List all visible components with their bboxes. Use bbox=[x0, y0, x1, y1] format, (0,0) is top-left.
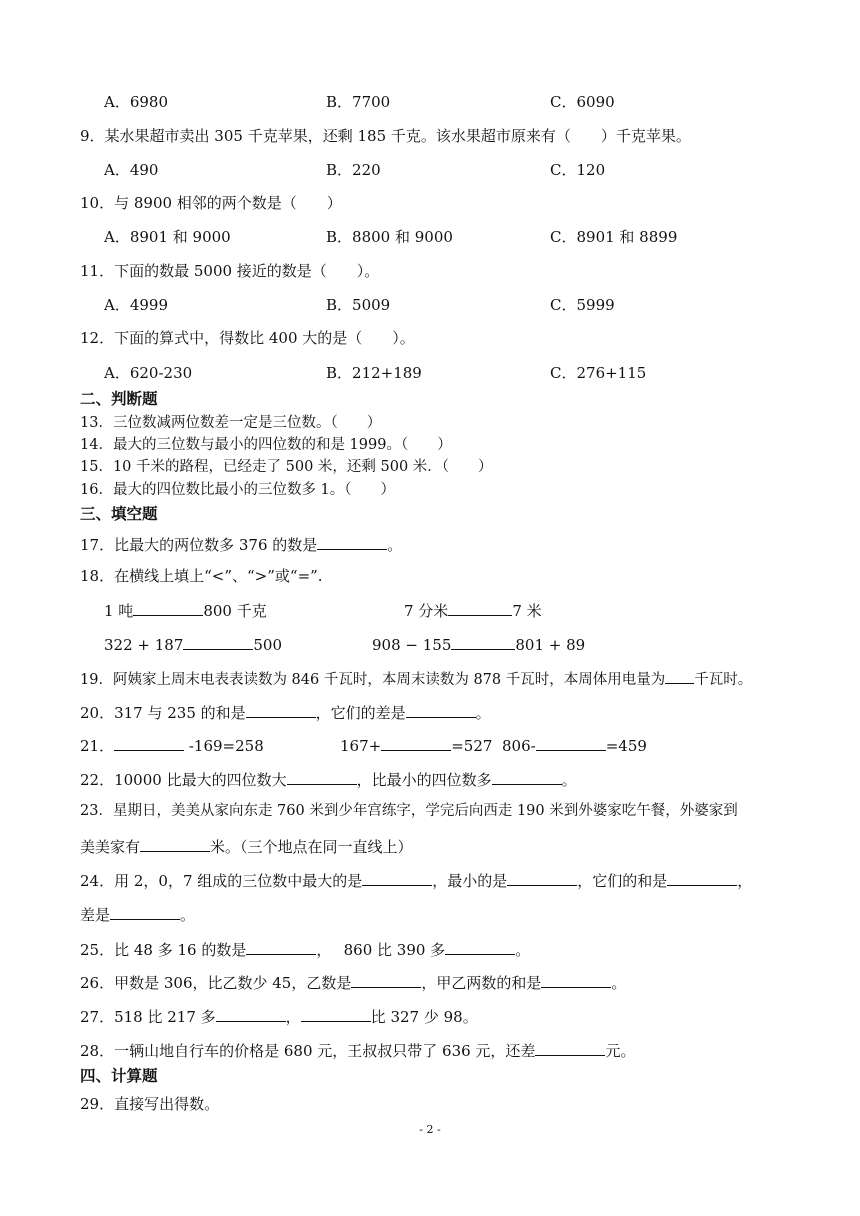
answer-blank[interactable] bbox=[535, 1042, 605, 1056]
q27-end: 比 327 少 98。 bbox=[370, 1008, 478, 1026]
answer-blank[interactable] bbox=[667, 872, 737, 886]
q21-line-c bbox=[502, 737, 647, 754]
answer-blank[interactable] bbox=[246, 941, 316, 955]
q9-option-a: A．490 bbox=[104, 161, 159, 179]
q13-text: 13．三位数减两位数差一定是三位数。（ ） bbox=[80, 415, 382, 431]
answer-blank[interactable] bbox=[381, 737, 451, 751]
q24-m3: ， bbox=[737, 872, 753, 890]
answer-blank[interactable] bbox=[287, 771, 357, 785]
q15-text: 15．10 千米的路程，已经走了 500 米，还剩 500 米．（ ） bbox=[80, 459, 493, 475]
q18-row1-left bbox=[104, 602, 267, 619]
section-heading-calculation: 四、计算题 bbox=[80, 1067, 158, 1085]
q8-option-b: B．7700 bbox=[326, 93, 391, 111]
q12-option-b: B．212+189 bbox=[326, 364, 422, 382]
page-number: - 2 - bbox=[419, 1123, 441, 1136]
q18-r1b-pre: 7 分米 bbox=[404, 602, 449, 620]
q27-line bbox=[80, 1008, 478, 1025]
q20-line bbox=[80, 704, 491, 721]
q26-mid: ，甲乙两数的和是 bbox=[421, 974, 542, 992]
answer-blank[interactable] bbox=[541, 974, 611, 988]
q12-stem: 12．下面的算式中，得数比 400 大的是（ ）。 bbox=[80, 329, 415, 347]
q21-eq3-pre: 806- bbox=[502, 737, 536, 755]
q18-r2a-pre: 322 + 187 bbox=[104, 636, 184, 654]
q22-mid: ，比最小的四位数多 bbox=[356, 771, 492, 789]
q14-text: 14．最大的三位数与最小的四位数的和是 1999。（ ） bbox=[80, 437, 452, 453]
q24-m2: ，它们的和是 bbox=[577, 872, 668, 890]
answer-blank[interactable] bbox=[492, 771, 562, 785]
q10-option-a: A．8901 和 9000 bbox=[104, 228, 231, 246]
q28-line bbox=[80, 1042, 635, 1059]
q18-r2b-pre: 908 − 155 bbox=[372, 636, 452, 654]
answer-blank[interactable] bbox=[317, 536, 387, 550]
q21-number: 21． bbox=[80, 737, 115, 755]
q26-text: 26．甲数是 306，比乙数少 45，乙数是 bbox=[80, 974, 352, 992]
answer-blank[interactable] bbox=[351, 974, 421, 988]
answer-blank[interactable] bbox=[445, 941, 515, 955]
q18-row1-right bbox=[404, 602, 542, 619]
answer-blank[interactable] bbox=[183, 636, 253, 650]
answer-blank[interactable] bbox=[448, 602, 512, 616]
q11-option-b: B．5009 bbox=[326, 296, 391, 314]
q22-line bbox=[80, 771, 577, 788]
q26-end: 。 bbox=[611, 974, 627, 992]
answer-blank[interactable] bbox=[362, 872, 432, 886]
q12-option-c: C．276+115 bbox=[550, 364, 647, 382]
q25-text: 25．比 48 多 16 的数是 bbox=[80, 941, 247, 959]
q20-mid: ，它们的差是 bbox=[315, 704, 406, 722]
answer-blank[interactable] bbox=[451, 636, 515, 650]
q21-eq2-pre: 167+ bbox=[340, 737, 382, 755]
q19-line bbox=[80, 670, 752, 688]
q17-text: 17．比最大的两位数多 376 的数是 bbox=[80, 536, 318, 554]
q18-r2a-post: 500 bbox=[253, 636, 283, 654]
section-heading-judgement: 二、判断题 bbox=[80, 390, 158, 408]
answer-blank[interactable] bbox=[114, 737, 184, 751]
q28-end: 元。 bbox=[605, 1042, 636, 1060]
q26-line bbox=[80, 974, 626, 991]
q18-r1a-pre: 1 吨 bbox=[104, 602, 134, 620]
q25-mid: ， 860 比 390 多 bbox=[316, 941, 446, 959]
q22-text: 22．10000 比最大的四位数大 bbox=[80, 771, 287, 789]
answer-blank[interactable] bbox=[507, 872, 577, 886]
q8-option-a: A．6980 bbox=[104, 93, 169, 111]
answer-blank[interactable] bbox=[110, 906, 180, 920]
q11-option-a: A．4999 bbox=[104, 296, 169, 314]
q23-text: 23．星期日，美美从家向东走 760 米到少年宫练字，学完后向西走 190 米到外婆家吃午餐，外婆家到 bbox=[80, 803, 738, 819]
q24-text: 24．用 2，0，7 组成的三位数中最大的是 bbox=[80, 872, 363, 890]
answer-blank[interactable] bbox=[406, 704, 476, 718]
q11-option-c: C．5999 bbox=[550, 296, 615, 314]
answer-blank[interactable] bbox=[665, 670, 694, 684]
answer-blank[interactable] bbox=[133, 602, 203, 616]
answer-blank[interactable] bbox=[140, 838, 210, 852]
answer-blank[interactable] bbox=[246, 704, 316, 718]
q9-option-c: C．120 bbox=[550, 161, 606, 179]
q18-row2-right bbox=[372, 636, 585, 653]
q19-end: 千瓦时。 bbox=[694, 672, 753, 688]
q25-line bbox=[80, 941, 530, 958]
q21-eq3-post: =459 bbox=[605, 737, 647, 755]
q24-post2: 。 bbox=[180, 906, 196, 924]
q27-mid: ， bbox=[285, 1008, 301, 1026]
q9-option-b: B．220 bbox=[326, 161, 381, 179]
q25-end: 。 bbox=[515, 941, 531, 959]
q20-text: 20．317 与 235 的和是 bbox=[80, 704, 246, 722]
q10-option-c: C．8901 和 8899 bbox=[550, 228, 678, 246]
q18-r1a-post: 800 千克 bbox=[203, 602, 267, 620]
q16-text: 16．最大的四位数比最小的三位数多 1。（ ） bbox=[80, 482, 396, 498]
q11-stem: 11．下面的数最 5000 接近的数是（ ）。 bbox=[80, 262, 380, 280]
answer-blank[interactable] bbox=[301, 1008, 371, 1022]
q12-option-a: A．620-230 bbox=[104, 364, 193, 382]
q24-pre2: 差是 bbox=[80, 906, 111, 924]
q17-line bbox=[80, 536, 402, 553]
answer-blank[interactable] bbox=[216, 1008, 286, 1022]
q17-end: 。 bbox=[387, 536, 403, 554]
q10-option-b: B．8800 和 9000 bbox=[326, 228, 453, 246]
q20-end: 。 bbox=[475, 704, 491, 722]
q24-m1: ，最小的是 bbox=[432, 872, 508, 890]
q18-stem: 18．在横线上填上“<”、“>”或“=”. bbox=[80, 567, 323, 585]
q21-line-a bbox=[80, 737, 264, 754]
q10-stem: 10．与 8900 相邻的两个数是（ ） bbox=[80, 194, 342, 212]
q21-line-b bbox=[340, 737, 492, 754]
q18-r1b-post: 7 米 bbox=[512, 602, 542, 620]
q22-end: 。 bbox=[561, 771, 577, 789]
q24-line bbox=[80, 872, 752, 889]
q23-pre2: 美美家有 bbox=[80, 838, 141, 856]
q21-eq1: -169=258 bbox=[184, 737, 264, 755]
q9-stem: 9．某水果超市卖出 305 千克苹果，还剩 185 千克。该水果超市原来有（ ）千克苹果。 bbox=[80, 127, 691, 145]
answer-blank[interactable] bbox=[536, 737, 606, 751]
q23-post2: 米。（三个地点在同一直线上） bbox=[210, 838, 413, 856]
q24-line2 bbox=[80, 906, 195, 923]
q28-text: 28．一辆山地自行车的价格是 680 元，王叔叔只带了 636 元，还差 bbox=[80, 1042, 536, 1060]
q18-row2-left bbox=[104, 636, 282, 653]
q8-option-c: C．6090 bbox=[550, 93, 615, 111]
q21-eq2-post: =527 bbox=[451, 737, 493, 755]
q29-text: 29．直接写出得数。 bbox=[80, 1095, 220, 1113]
q23-line2 bbox=[80, 838, 413, 855]
q27-text: 27．518 比 217 多 bbox=[80, 1008, 216, 1026]
q18-r2b-post: 801 + 89 bbox=[515, 636, 586, 654]
q19-text: 19．阿姨家上周末电表表读数为 846 千瓦时，本周末读数为 878 千瓦时，本周体用电量为 bbox=[80, 672, 666, 688]
section-heading-fill: 三、填空题 bbox=[80, 505, 158, 523]
